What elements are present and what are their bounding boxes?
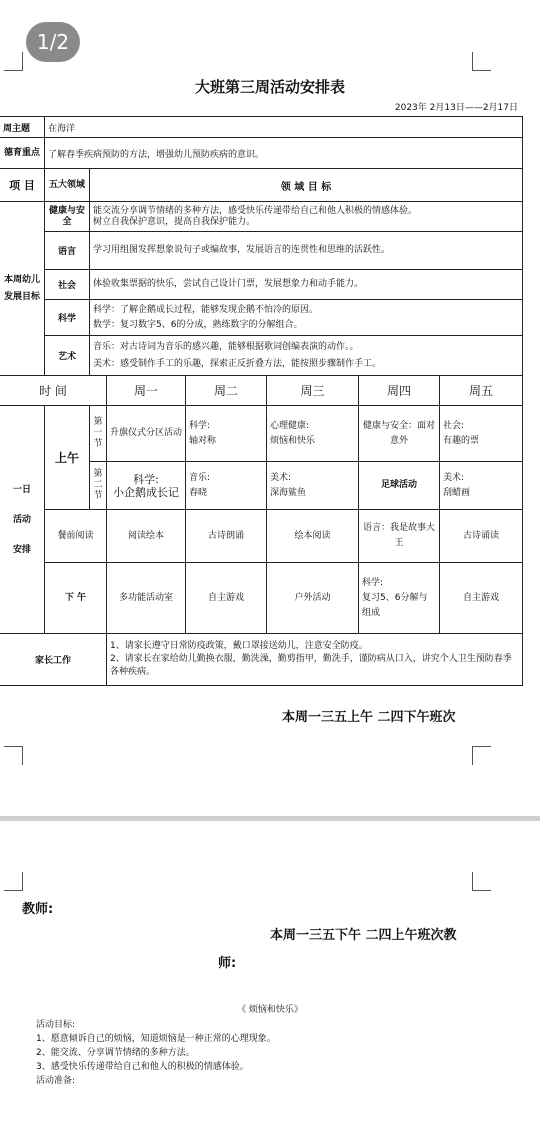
- goal-art-line2: 美术：感受制作手工的乐趣，探索正反折叠方法，能按照步骤制作手工。: [93, 358, 382, 369]
- thu-period1: 健康与安全：面对意外: [359, 406, 440, 462]
- mon-reading: 阅读绘本: [107, 510, 186, 563]
- five-areas-header: 五大领域: [45, 169, 90, 202]
- day-header: 周一: [107, 376, 186, 406]
- lesson-goal: 3、感受快乐传递带给自己和他人的积极的情感体验。: [36, 1062, 249, 1072]
- crop-mark: [4, 872, 23, 891]
- fri-period1: 社会: 有趣的票: [440, 406, 523, 462]
- area-health: 健康与安全: [45, 202, 90, 232]
- mon-period1: 升旗仪式分区活动: [107, 406, 186, 462]
- goal-art: [90, 336, 523, 376]
- goal-health: [90, 202, 523, 232]
- wed-afternoon: 户外活动: [267, 563, 359, 634]
- tue-reading: 古诗朗诵: [186, 510, 267, 563]
- lesson-goal: 1、愿意倾诉自己的烦恼，知道烦恼是一种正常的心理现象。: [36, 1034, 276, 1044]
- area-science: 科学: [45, 300, 90, 336]
- crop-mark: [4, 746, 23, 765]
- wed-period1: 心理健康: 烦恼和快乐: [267, 406, 359, 462]
- theme-label: 周主题: [0, 117, 45, 138]
- page-title: 大班第三周活动安排表: [194, 78, 345, 96]
- goal-health-line1: 能交流分享调节情绪的多种方法，感受快乐传递带给自己和他人积极的情感体验。: [93, 205, 418, 216]
- afternoon-label: 下 午: [45, 563, 107, 634]
- crop-mark: [4, 52, 23, 71]
- lesson-prep-label: 活动准备:: [36, 1076, 76, 1086]
- area-social: 社会: [45, 270, 90, 300]
- wed-reading: 绘本阅读: [267, 510, 359, 563]
- period2-label: 第二节: [90, 462, 107, 510]
- moral-label: 德育重点: [0, 138, 45, 169]
- lesson-goal: 2、能交流、分享调节情绪的多种方法。: [36, 1048, 195, 1058]
- day-header: 周二: [186, 376, 267, 406]
- goal-science-line1: 科学：了解企鹅成长过程，能够发现企鹅不怕冷的原因。: [93, 304, 319, 315]
- family-label: 家长工作: [0, 634, 107, 686]
- morning-label: 上午: [45, 406, 90, 510]
- period1-label: 第一节: [90, 406, 107, 462]
- thu-afternoon: 科学: 复习5、6分解与组成: [359, 563, 440, 634]
- fri-afternoon: 自主游戏: [440, 563, 523, 634]
- page-divider: [0, 816, 540, 821]
- daily-label: 一日活动安排: [0, 406, 45, 634]
- lesson-goal-label: 活动目标:: [36, 1020, 76, 1030]
- thu-period2: 足球活动: [359, 462, 440, 510]
- area-language: 语言: [45, 232, 90, 270]
- crop-mark: [472, 872, 491, 891]
- mon-period2: 科学: 小企鹅成长记: [107, 462, 186, 510]
- theme-value: 在海洋: [45, 117, 523, 138]
- shift-note: 本周一三五下午 二四上午班次教: [270, 928, 457, 943]
- tue-period1: 科学: 轴对称: [186, 406, 267, 462]
- crop-mark: [472, 746, 491, 765]
- goal-health-line2: 树立自我保护意识，提高自我保护能力。: [93, 216, 256, 227]
- day-header: 周四: [359, 376, 440, 406]
- reading-label: 餐前阅读: [45, 510, 107, 563]
- crop-mark: [472, 52, 491, 71]
- schedule-table: [0, 116, 523, 686]
- family-line2: 2、请家长在家给幼儿勤换衣服，勤洗澡，勤剪指甲，勤洗手，谨防病从口入，讲究个人卫生预防春季各种疾病。: [110, 654, 512, 677]
- goal-social: 体验收集票据的快乐，尝试自己设计门票，发展想象力和动手能力。: [90, 270, 523, 300]
- goals-label: 本周幼儿发展目标: [0, 202, 45, 376]
- teacher-label: 教师:: [22, 902, 54, 917]
- tue-period2: 音乐: 春晓: [186, 462, 267, 510]
- fri-period2: 美术: 刮蜡画: [440, 462, 523, 510]
- goal-art-line1: 音乐：对古诗词为音乐的感兴趣，能够根据歌词创编表演的动作。。: [93, 341, 359, 352]
- mon-afternoon: 多功能活动室: [107, 563, 186, 634]
- area-art: 艺术: [45, 336, 90, 376]
- day-header: 周五: [440, 376, 523, 406]
- time-header: 时 间: [0, 376, 107, 406]
- date-range: 2023年 2月13日——2月17日: [394, 103, 518, 113]
- area-goal-header: 领 域 目 标: [90, 169, 523, 202]
- family-line1: 1、请家长遵守日常防疫政策，戴口罩接送幼儿，注意安全防疫。: [110, 641, 368, 651]
- moral-value: 了解春季疾病预防的方法，增强幼儿预防疾病的意识。: [45, 138, 523, 169]
- teacher-label: 师:: [218, 956, 237, 971]
- family-text: [107, 634, 523, 686]
- tue-afternoon: 自主游戏: [186, 563, 267, 634]
- thu-reading: 语言：我是故事大王: [359, 510, 440, 563]
- day-header: 周三: [267, 376, 359, 406]
- item-header: 项 目: [0, 169, 45, 202]
- goal-science-line2: 数学：复习数字5、6的分成，熟练数字的分解组合。: [93, 319, 303, 330]
- goal-language: 学习用组图发挥想象说句子或编故事，发展语言的连贯性和思维的活跃性。: [90, 232, 523, 270]
- goal-science: [90, 300, 523, 336]
- lesson-title: 《 烦恼和快乐》: [237, 1005, 303, 1015]
- fri-reading: 古诗诵读: [440, 510, 523, 563]
- shift-note: 本周一三五上午 二四下午班次: [282, 710, 456, 725]
- wed-period2: 美术: 深海鲨鱼: [267, 462, 359, 510]
- page-indicator: 1/2: [26, 22, 80, 62]
